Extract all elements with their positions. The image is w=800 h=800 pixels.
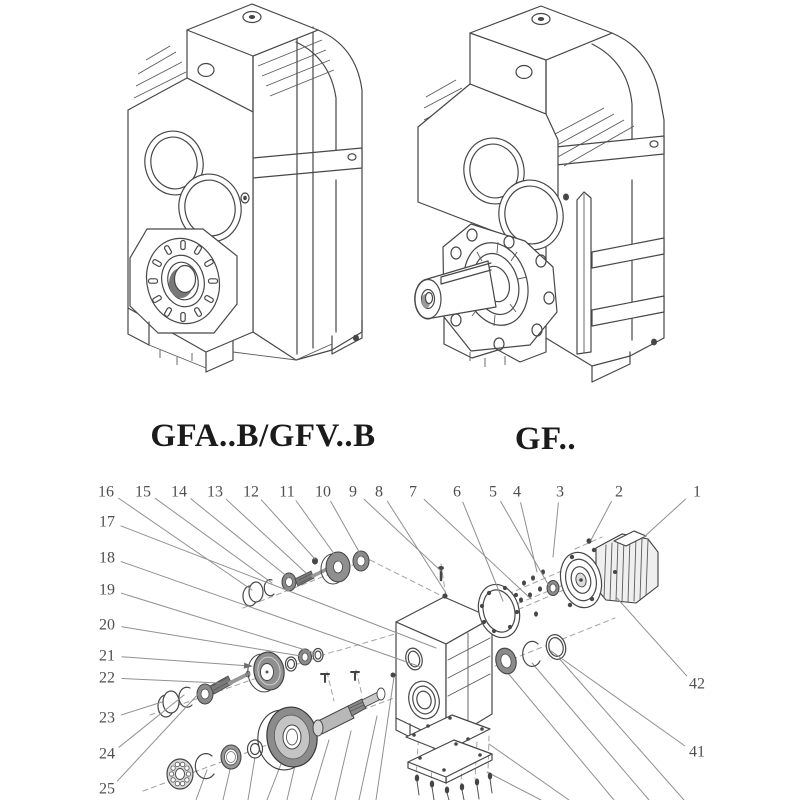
callout-number: 14: [171, 483, 187, 501]
callout-1: [644, 484, 701, 538]
exploded-parts-diagram: [98, 484, 705, 800]
input-shaft-assembly: [243, 551, 444, 606]
callout-14: [171, 484, 289, 579]
callout-number: 3: [556, 483, 564, 501]
leader-line: [121, 702, 162, 715]
callout-42: [616, 597, 705, 693]
callout-number: 12: [243, 483, 259, 501]
leader-line: [261, 500, 315, 559]
gearbox-drawing-gf: [415, 6, 664, 382]
leader-line: [191, 499, 289, 578]
callout-22: [99, 670, 219, 687]
leader-line: [551, 651, 685, 746]
callout-6: [453, 484, 503, 602]
leader-line: [387, 501, 446, 593]
callout-number: 1: [693, 483, 701, 501]
callout-number: 15: [135, 483, 151, 501]
callout-number: 25: [99, 780, 115, 798]
callout-21: [99, 648, 253, 669]
leader-line: [122, 657, 250, 666]
callout-3: [553, 484, 564, 558]
motor: [555, 531, 658, 612]
leader-line: [121, 526, 436, 648]
callout-24: [99, 695, 184, 763]
callout-number: 20: [99, 616, 115, 634]
leader-line: [501, 501, 549, 586]
callout-20: [99, 617, 301, 657]
callout-number: 9: [349, 483, 357, 501]
callout-number: 6: [453, 483, 461, 501]
callout-number: 7: [409, 483, 417, 501]
callout-41: [551, 651, 705, 761]
gearbox-drawing-gfab-gfvb: [128, 4, 362, 372]
callout-number: 18: [99, 549, 115, 567]
callout-number: 5: [489, 483, 497, 501]
callout-number: 16: [98, 483, 114, 501]
callout-number: 17: [99, 513, 115, 531]
product-label-gf: GF..: [514, 421, 577, 457]
callout-number: 11: [279, 483, 295, 501]
callout-7: [409, 484, 531, 600]
callout-number: 21: [99, 647, 115, 665]
leader-line: [591, 502, 611, 540]
callout-number: 42: [689, 675, 705, 693]
leader-line: [296, 501, 340, 562]
product-label-gfab-gfvb: GFA..B/GFV..B: [150, 418, 376, 454]
leader-line: [644, 499, 686, 537]
callout-number: 4: [513, 483, 521, 501]
leader-line: [122, 627, 301, 656]
callout-number: 22: [99, 669, 115, 687]
callout-number: 13: [207, 483, 223, 501]
leader-line: [463, 502, 503, 601]
leader-line: [364, 499, 441, 571]
leader-line: [122, 678, 219, 683]
callout-number: 41: [689, 743, 705, 761]
leader-line: [616, 597, 687, 676]
intermediate-shaft-assembly: [158, 649, 323, 718]
leader-line: [118, 498, 252, 590]
callout-number: 8: [375, 483, 383, 501]
callout-number: 19: [99, 581, 115, 599]
leader-line: [155, 498, 272, 583]
leader-line: [121, 593, 315, 653]
callout-number: 10: [315, 483, 331, 501]
leader-line: [553, 503, 558, 557]
callout-2: [591, 484, 623, 541]
callout-number: 24: [99, 745, 115, 763]
leader-line: [119, 695, 184, 747]
leader-line: [331, 501, 362, 557]
cover-screws: [415, 773, 492, 800]
callout-number: 2: [615, 483, 623, 501]
callout-number: 23: [99, 709, 115, 727]
